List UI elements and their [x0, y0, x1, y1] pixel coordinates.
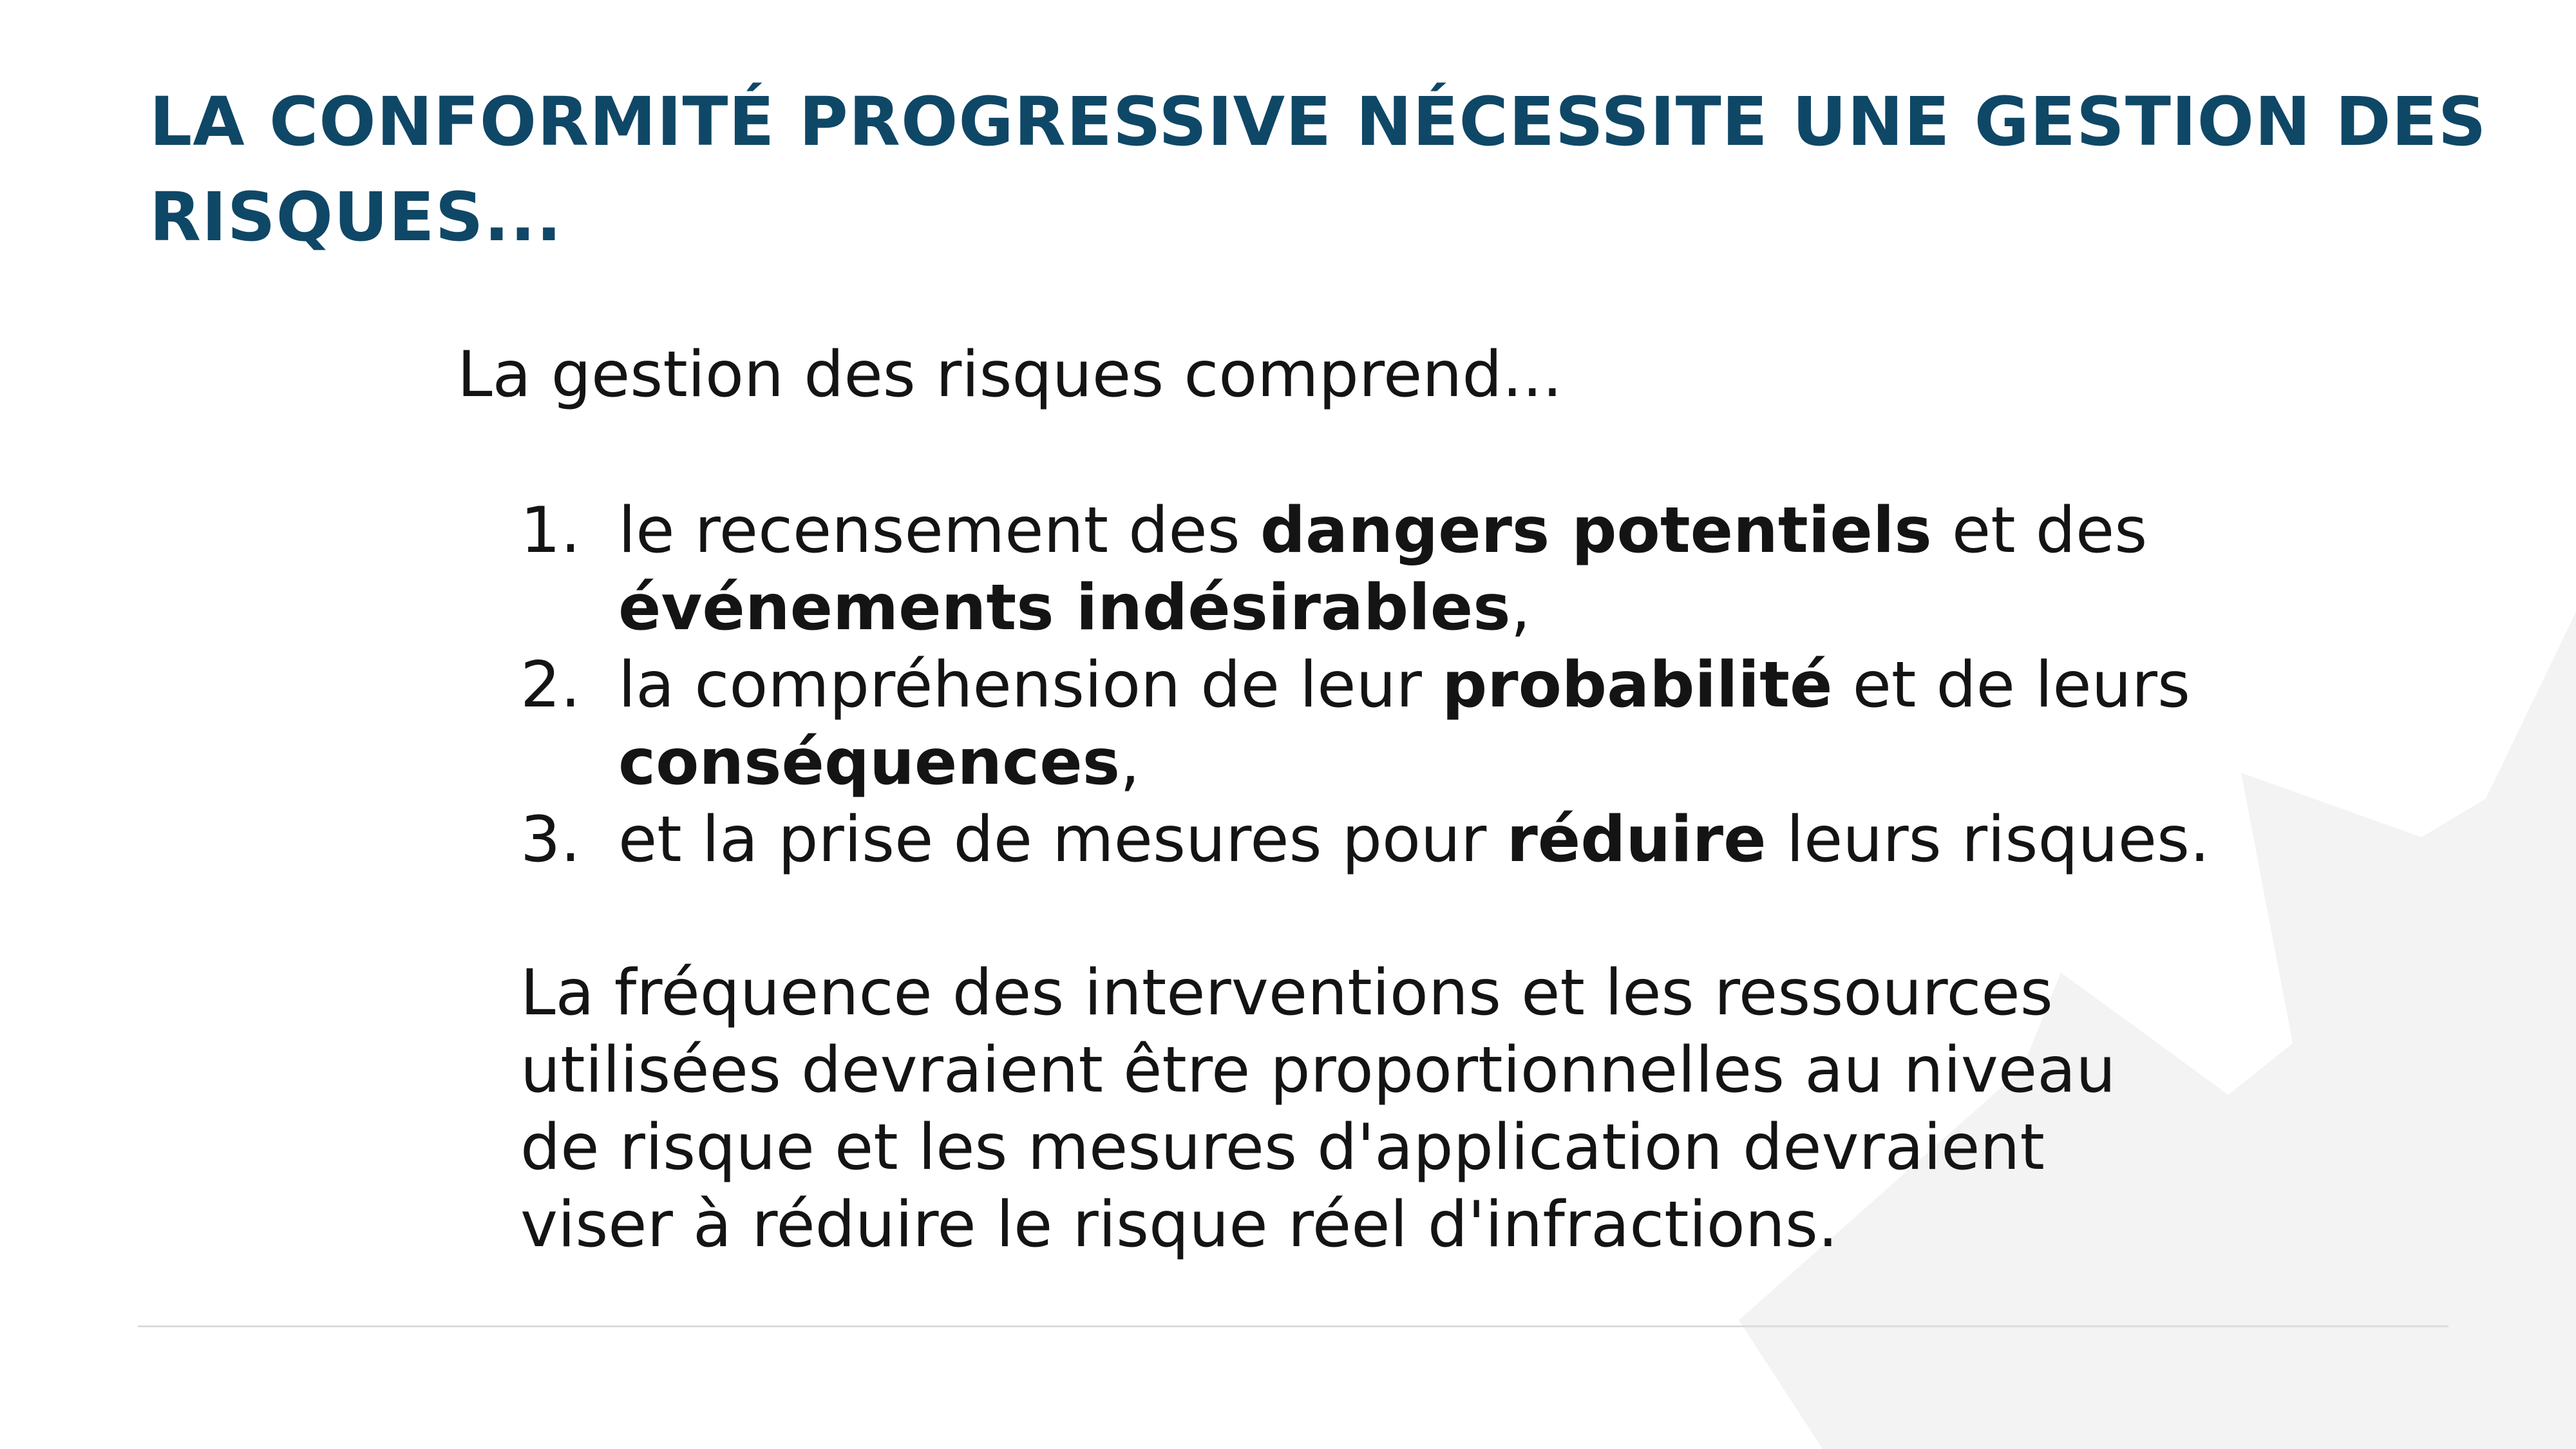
- list-item: [520, 492, 2452, 647]
- list-item-emphasis: réduire: [1506, 803, 1766, 876]
- list-item-text: le recensement des: [618, 494, 1260, 567]
- list-item-number: 2.: [520, 649, 581, 722]
- list-item-text: et la prise de mesures pour: [618, 803, 1507, 876]
- title-line-1: LA CONFORMITÉ PROGRESSIVE NÉCESSITE UNE GESTION DES: [149, 82, 2487, 161]
- list-item-text: leurs risques.: [1766, 803, 2210, 876]
- list-item-line: [618, 647, 2452, 724]
- list-item-text: et de leurs: [1832, 649, 2191, 722]
- intro-text: La gestion des risques comprend...: [457, 338, 1563, 412]
- list-item-number: 1.: [520, 494, 581, 567]
- list-item-emphasis: événements indésirables: [618, 571, 1511, 645]
- list-item-text: ,: [1510, 571, 1531, 645]
- closing-line: viser à réduire le risque réel d'infractions.: [520, 1188, 1839, 1262]
- list-item-emphasis: conséquences: [618, 726, 1121, 799]
- closing-line: utilisées devraient être proportionnelles au niveau: [520, 1034, 2116, 1107]
- list-item-text: ,: [1120, 726, 1141, 799]
- list-item-line: [618, 569, 2452, 647]
- risk-steps-list: [520, 492, 2452, 878]
- footer-divider: [138, 1325, 2448, 1327]
- list-item-emphasis: dangers potentiels: [1260, 494, 1932, 567]
- closing-line: La fréquence des interventions et les ressources: [520, 956, 2053, 1030]
- list-item-number: 3.: [520, 803, 581, 876]
- slide-title: [149, 74, 2487, 265]
- list-item: [520, 647, 2452, 801]
- title-line-2: RISQUES...: [149, 178, 563, 256]
- list-item-emphasis: probabilité: [1442, 649, 1833, 722]
- list-item-text: et des: [1931, 494, 2148, 567]
- closing-paragraph: [520, 954, 2116, 1264]
- closing-line: de risque et les mesures d'application devraient: [520, 1111, 2045, 1184]
- list-item-line: [618, 492, 2452, 569]
- list-item-line: [618, 724, 2452, 801]
- list-item-line: [618, 801, 2452, 878]
- list-item-text: la compréhension de leur: [618, 649, 1443, 722]
- list-item: [520, 801, 2452, 878]
